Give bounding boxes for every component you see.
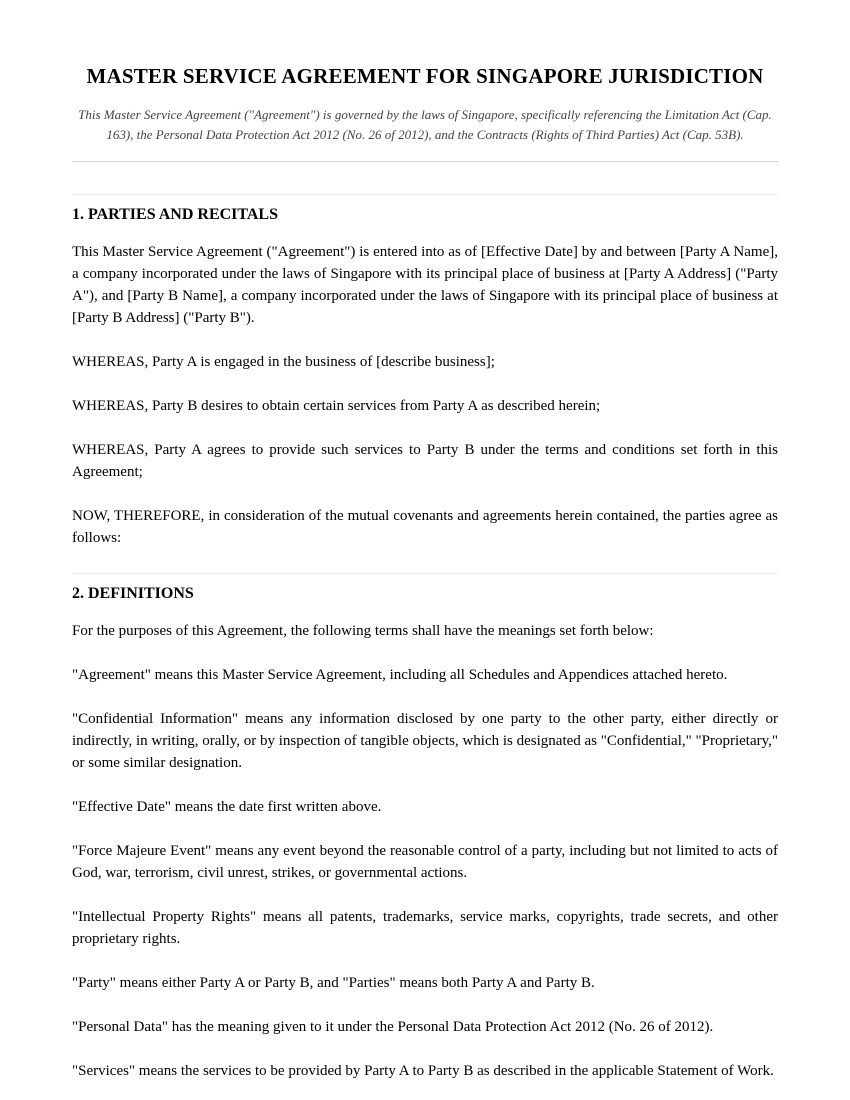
definition-force-majeure: "Force Majeure Event" means any event beyond the reasonable control of a party, including but not limited to acts of God, war, terrorism, civil unrest, strikes, or governmental actions.: [72, 843, 778, 881]
paragraph: WHEREAS, Party A is engaged in the business of [describe business];: [72, 354, 495, 370]
paragraph: For the purposes of this Agreement, the following terms shall have the meanings set forth below:: [72, 623, 654, 639]
section-heading: 1. PARTIES AND RECITALS: [72, 206, 278, 223]
definition-confidential-information: "Confidential Information" means any information disclosed by one party to the other party, either directly or indirectly, in writing, orally, or by inspection of tangible objects, which is designated as "Confidential," "Proprietary," or some similar designation.: [72, 711, 779, 771]
definition-personal-data: "Personal Data" has the meaning given to it under the Personal Data Protection Act 2012 (No. 26 of 2012).: [72, 1019, 714, 1035]
title-divider: [72, 161, 778, 162]
paragraph: NOW, THEREFORE, in consideration of the mutual covenants and agreements herein contained, the parties agree as follows:: [72, 508, 778, 546]
section-definitions: [72, 585, 778, 1082]
section-parties-and-recitals: [72, 206, 778, 549]
definition-party: "Party" means either Party A or Party B, and "Parties" means both Party A and Party B.: [72, 975, 595, 991]
definition-intellectual-property: "Intellectual Property Rights" means all patents, trademarks, service marks, copyrights, trade secrets, and other proprietary rights.: [72, 909, 778, 947]
section-heading: 2. DEFINITIONS: [72, 585, 194, 602]
document-page: [72, 0, 778, 1082]
definition-effective-date: "Effective Date" means the date first written above.: [72, 799, 382, 815]
document-title: MASTER SERVICE AGREEMENT FOR SINGAPORE JURISDICTION: [86, 64, 764, 88]
definition-services: "Services" means the services to be provided by Party A to Party B as described in the applicable Statement of Work.: [72, 1063, 774, 1079]
section-divider: [72, 573, 778, 574]
paragraph: WHEREAS, Party A agrees to provide such services to Party B under the terms and conditions set forth in this Agreement;: [72, 442, 778, 480]
document-subtitle: This Master Service Agreement ("Agreement") is governed by the laws of Singapore, specifically referencing the Limitation Act (Cap. 163), the Personal Data Protection Act 2012 (No. 26 of 2012), and the Contracts (Rights of Third Parties) Act (Cap. 53B).: [78, 107, 772, 142]
section-divider: [72, 194, 778, 195]
definition-agreement: "Agreement" means this Master Service Agreement, including all Schedules and Appendices attached hereto.: [72, 667, 728, 683]
paragraph: WHEREAS, Party B desires to obtain certain services from Party A as described herein;: [72, 398, 601, 414]
paragraph: This Master Service Agreement ("Agreement") is entered into as of [Effective Date] by and between [Party A Name], a company incorporated under the laws of Singapore with its principal place of business at [Party A Address] ("Party A"), and [Party B Name], a company incorporated under the laws of Singapore with its principal place of business at [Party B Address] ("Party B").: [72, 244, 778, 326]
